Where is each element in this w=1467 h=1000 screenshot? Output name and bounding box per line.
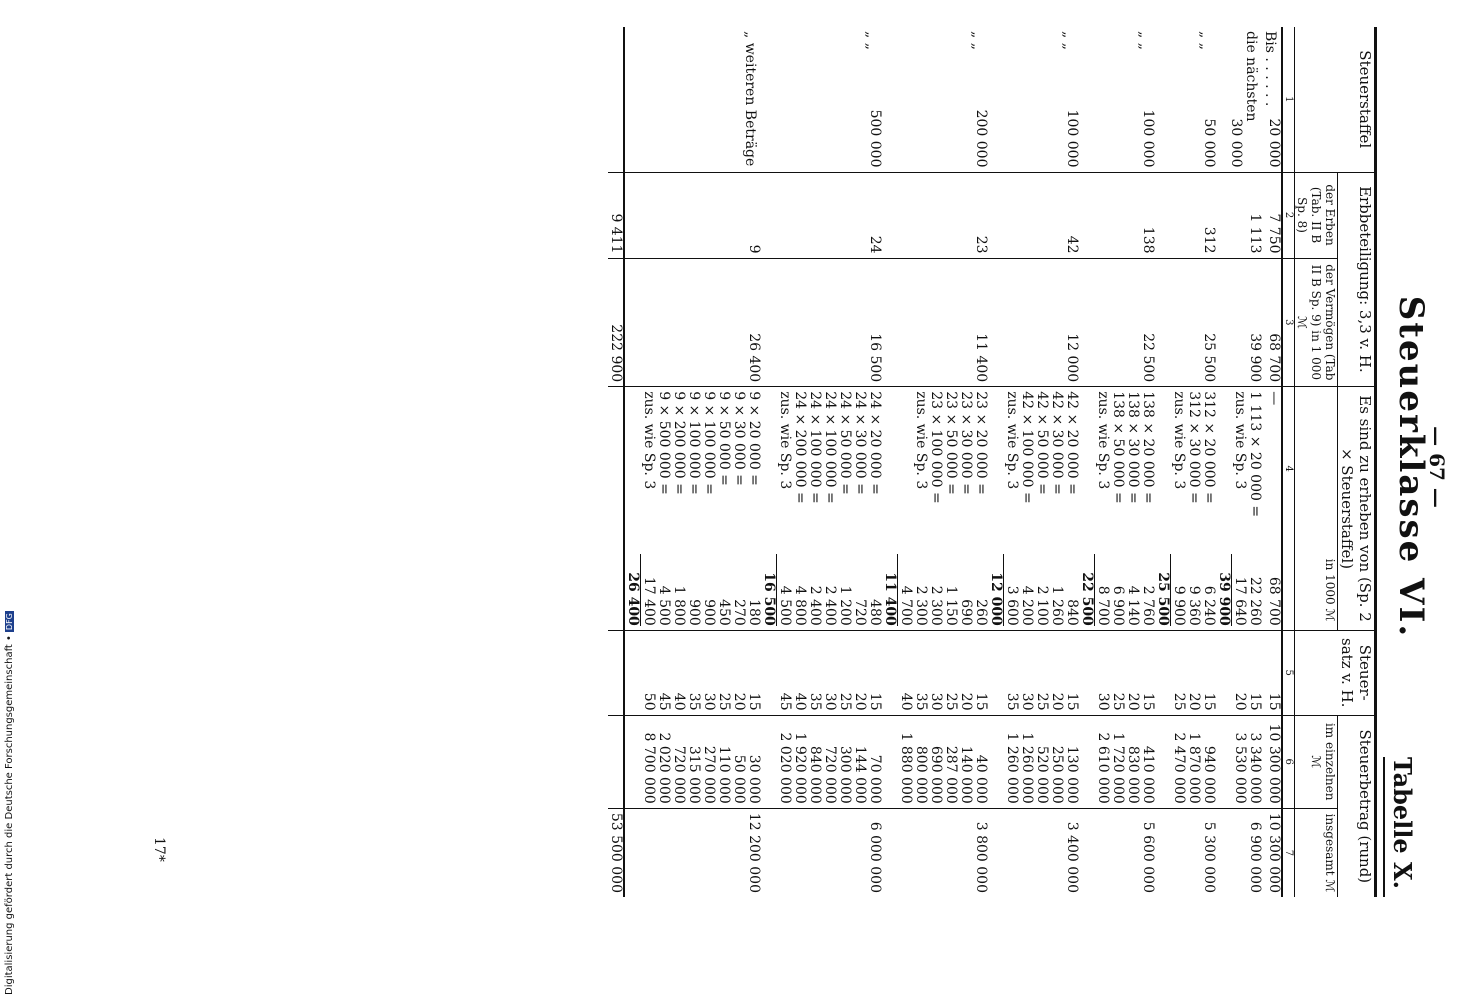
einzeln-line: 720 000 — [671, 745, 687, 804]
erben-cell: 24 — [761, 172, 882, 258]
stufe-betrag: 30 000 — [1228, 118, 1244, 168]
column-number-row — [1282, 27, 1295, 897]
stufe-label: „ „ — [1136, 31, 1152, 50]
amount-line: 840 — [1064, 599, 1080, 626]
einzeln-line: 1 260 000 — [1004, 732, 1020, 804]
insgesamt-cell: 5 600 000 — [1140, 821, 1156, 893]
einzeln-line: 140 000 — [958, 745, 974, 804]
steuerstaffel-cell — [761, 27, 882, 172]
einzeln-line: 1 870 000 — [1186, 732, 1202, 804]
amount-line: 2 760 — [1140, 585, 1156, 626]
rate-line: 40 — [671, 692, 687, 711]
rate-line: 15 — [1266, 692, 1282, 711]
amount-total: 39 900 — [1216, 554, 1232, 626]
colnum-4b — [1282, 550, 1295, 630]
stufe-label: „ „ — [1197, 31, 1213, 50]
table-row — [761, 27, 882, 897]
amount-cell — [988, 550, 1079, 630]
colnum-4: 4 — [1282, 387, 1295, 551]
einzeln-line: 3 340 000 — [1247, 732, 1263, 804]
amount-total: 26 400 — [625, 554, 641, 626]
formula-line: 9 × 20 000 = — [746, 391, 762, 486]
insgesamt-cell: 6 000 000 — [867, 821, 883, 893]
einzeln-line: 1 920 000 — [792, 732, 808, 804]
rate-line: 20 — [852, 692, 868, 711]
formula-line: 9 × 30 000 = — [731, 391, 747, 486]
einzeln-cell — [1155, 715, 1216, 808]
amount-cell — [1262, 550, 1282, 630]
digitization-credit — [4, 611, 15, 995]
amount-line: 68 700 — [1266, 576, 1282, 626]
erben-cell: 1 113 — [1216, 172, 1262, 258]
formula-line: 24 × 100 000 = — [822, 391, 838, 504]
rate-cell — [1262, 630, 1282, 715]
grand-total-row — [608, 27, 624, 897]
rate-line: 25 — [716, 692, 732, 711]
rate-line: 15 — [1064, 692, 1080, 711]
formula-line: 9 × 100 000 = — [701, 391, 717, 495]
einzeln-line: 1 880 000 — [898, 732, 914, 804]
amount-line: 180 — [746, 599, 762, 626]
insgesamt-cell: 10 300 000 — [1266, 812, 1282, 893]
rate-line: 40 — [792, 692, 808, 711]
table-label-underline — [1383, 757, 1385, 897]
amount-total: 11 400 — [882, 554, 898, 626]
einzeln-line: 830 000 — [1125, 745, 1141, 804]
amount-line: 260 — [973, 599, 989, 626]
amount-line: 1 260 — [1049, 585, 1065, 626]
amount-line: 17 640 — [1232, 576, 1248, 626]
colnum-5: 5 — [1282, 630, 1295, 715]
rate-line: 20 — [731, 692, 747, 711]
einzeln-cell — [761, 715, 882, 808]
formula-line: 24 × 100 000 = — [807, 391, 823, 504]
vermoegen-cell: 22 500 — [1079, 258, 1155, 387]
amount-line: 4 500 — [656, 585, 672, 626]
total-label: zus. wie Sp. 3 — [1232, 391, 1248, 490]
einzeln-line: 287 000 — [943, 745, 959, 804]
header-steuerbetrag: Steuerbetrag (rund) — [1338, 715, 1376, 897]
amount-line: 1 800 — [671, 585, 687, 626]
rate-line: 35 — [807, 692, 823, 711]
erben-cell: 138 — [1079, 172, 1155, 258]
formula-line: 312 × 20 000 = — [1201, 391, 1217, 504]
formula-line: 9 × 500 000 = — [656, 391, 672, 495]
rate-line: 30 — [1095, 692, 1111, 711]
einzeln-line: 690 000 — [928, 745, 944, 804]
einzeln-line: 3 530 000 — [1232, 732, 1248, 804]
amount-cell — [1079, 550, 1155, 630]
amount-cell — [1216, 550, 1262, 630]
einzeln-line: 410 000 — [1140, 745, 1156, 804]
rate-cell — [988, 630, 1079, 715]
table-row — [1079, 27, 1155, 897]
colnum-1: 1 — [1282, 27, 1295, 172]
einzeln-line: 40 000 — [973, 754, 989, 804]
amount-line: 8 700 — [1095, 585, 1111, 626]
erben-cell: 42 — [988, 172, 1079, 258]
stufe-label: „ „ — [863, 31, 879, 50]
erben-cell: 7 750 — [1262, 172, 1282, 258]
header-row-1 — [1338, 27, 1376, 897]
einzeln-line: 8 700 000 — [641, 732, 657, 804]
formula-line: 24 × 30 000 = — [852, 391, 868, 495]
einzeln-line: 1 260 000 — [1019, 732, 1035, 804]
rate-line: 25 — [1110, 692, 1126, 711]
steuerstaffel-cell — [988, 27, 1079, 172]
stufe-label: die nächsten — [1243, 31, 1259, 122]
formula-line: 23 × 20 000 = — [973, 391, 989, 495]
formula-cell — [1155, 387, 1216, 551]
vermoegen-cell: 11 400 — [882, 258, 988, 387]
einzeln-line: 2 610 000 — [1095, 732, 1111, 804]
einzeln-line: 270 000 — [701, 745, 717, 804]
einzeln-line: 800 000 — [913, 745, 929, 804]
grand-total-spacer-6 — [608, 715, 624, 808]
formula-cell — [988, 387, 1079, 551]
footer-mark: 17* — [151, 837, 167, 862]
einzeln-line: 10 300 000 — [1266, 723, 1282, 804]
einzeln-line: 315 000 — [686, 745, 702, 804]
amount-cell — [1155, 550, 1216, 630]
total-erben: 9 411 — [608, 172, 624, 258]
stufe-betrag: 100 000 — [1140, 109, 1156, 168]
table-row — [1262, 27, 1282, 897]
total-insgesamt: 53 500 000 — [608, 808, 624, 897]
vermoegen-cell: 16 500 — [761, 258, 882, 387]
amount-line: 2 400 — [807, 585, 823, 626]
amount-line: 3 600 — [1004, 585, 1020, 626]
header-erbbeteiligung: Erbbeteiligung: 3,3 v. H. — [1338, 172, 1376, 387]
einzeln-line: 70 000 — [867, 754, 883, 804]
header-formel-spacer — [1295, 387, 1338, 551]
insgesamt-cell: 5 300 000 — [1201, 821, 1217, 893]
formula-line: 9 × 50 000 = — [716, 391, 732, 486]
amount-line: 2 100 — [1034, 585, 1050, 626]
header-steuerstaffel: Steuerstaffel — [1295, 27, 1376, 172]
steuerstaffel-cell — [624, 27, 761, 172]
amount-cell — [882, 550, 988, 630]
formula-line: 42 × 100 000 = — [1019, 391, 1035, 504]
amount-line: 9 360 — [1186, 585, 1202, 626]
table-row — [882, 27, 988, 897]
rate-line: 20 — [958, 692, 974, 711]
rate-line: 35 — [913, 692, 929, 711]
colnum-3: 3 — [1282, 258, 1295, 387]
amount-cell — [761, 550, 882, 630]
amount-line: 6 240 — [1201, 585, 1217, 626]
einzeln-line: 300 000 — [837, 745, 853, 804]
einzeln-line: 50 000 — [731, 754, 747, 804]
stufe-betrag: 200 000 — [973, 109, 989, 168]
einzeln-line: 2 020 000 — [656, 732, 672, 804]
grand-total-spacer-4b — [608, 550, 624, 630]
einzeln-line: 110 000 — [716, 745, 732, 804]
amount-line: 4 500 — [777, 585, 793, 626]
rate-cell — [761, 630, 882, 715]
formula-line: 23 × 50 000 = — [943, 391, 959, 495]
header-erben: der Erben (Tab. II B Sp. 8) — [1295, 172, 1338, 258]
formula-line: 9 × 200 000 = — [671, 391, 687, 495]
einzeln-line: 840 000 — [807, 745, 823, 804]
total-label: zus. wie Sp. 3 — [641, 391, 657, 490]
formula-line: 42 × 20 000 = — [1064, 391, 1080, 495]
amount-line: 6 900 — [1110, 585, 1126, 626]
einzeln-line: 30 000 — [746, 754, 762, 804]
einzeln-cell — [988, 715, 1079, 808]
formula-line: 24 × 20 000 = — [867, 391, 883, 495]
rate-line: 35 — [1004, 692, 1020, 711]
vermoegen-cell: 39 900 — [1216, 258, 1262, 387]
formula-line: 24 × 50 000 = — [837, 391, 853, 495]
rate-line: 25 — [1171, 692, 1187, 711]
einzeln-line: 2 020 000 — [777, 732, 793, 804]
insgesamt-cell: 3 400 000 — [1064, 821, 1080, 893]
formula-cell — [1262, 387, 1282, 551]
amount-line: 1 150 — [943, 585, 959, 626]
formula-line: 42 × 50 000 = — [1034, 391, 1050, 495]
formula-line: 42 × 30 000 = — [1049, 391, 1065, 495]
formula-line: 23 × 30 000 = — [958, 391, 974, 495]
rate-cell — [1216, 630, 1262, 715]
einzeln-line: 2 470 000 — [1171, 732, 1187, 804]
einzeln-cell — [1262, 715, 1282, 808]
rate-line: 20 — [1049, 692, 1065, 711]
amount-line: 17 400 — [641, 576, 657, 626]
steuerstaffel-cell — [1262, 27, 1282, 172]
formula-cell — [1079, 387, 1155, 551]
amount-line: 4 140 — [1125, 585, 1141, 626]
rate-line: 15 — [867, 692, 883, 711]
total-label: zus. wie Sp. 3 — [913, 391, 929, 490]
erben-cell: 9 — [624, 172, 761, 258]
table-row — [624, 27, 761, 897]
grand-total-spacer — [608, 27, 624, 172]
amount-total: 25 500 — [1155, 554, 1171, 626]
stufe-betrag: 20 000 — [1266, 118, 1282, 168]
rate-line: 15 — [746, 692, 762, 711]
einzeln-cell — [882, 715, 988, 808]
rate-line: 45 — [777, 692, 793, 711]
insgesamt-cell: 6 900 000 — [1247, 821, 1263, 893]
formula-line: — — [1266, 391, 1282, 406]
amount-line: 270 — [731, 599, 747, 626]
einzeln-line: 130 000 — [1064, 745, 1080, 804]
colnum-6: 6 — [1282, 715, 1295, 808]
rate-cell — [1079, 630, 1155, 715]
einzeln-line: 250 000 — [1049, 745, 1065, 804]
amount-line: 9 900 — [1171, 585, 1187, 626]
einzeln-cell — [1079, 715, 1155, 808]
stufe-label: „ weiteren Beträge — [742, 31, 758, 167]
stufe-label: Bis . . . . . . — [1262, 31, 1278, 107]
amount-line: 1 200 — [837, 585, 853, 626]
formula-line: 138 × 20 000 = — [1140, 391, 1156, 504]
rate-line: 20 — [1125, 692, 1141, 711]
steuerstaffel-cell — [1155, 27, 1216, 172]
rate-line: 20 — [1232, 692, 1248, 711]
table-body — [624, 27, 1282, 897]
formula-line: 312 × 30 000 = — [1186, 391, 1202, 504]
insgesamt-cell: 12 200 000 — [746, 812, 762, 893]
colnum-2: 2 — [1282, 172, 1295, 258]
rate-line: 25 — [837, 692, 853, 711]
amount-line: 4 800 — [792, 585, 808, 626]
formula-cell — [761, 387, 882, 551]
einzeln-cell — [624, 715, 761, 808]
total-label: zus. wie Sp. 3 — [1004, 391, 1020, 490]
rate-line: 30 — [928, 692, 944, 711]
amount-line: 900 — [701, 599, 717, 626]
amount-line: 4 700 — [898, 585, 914, 626]
steuerstaffel-cell — [1216, 27, 1262, 172]
header-zu-erheben: Es sind zu erheben von (Sp. 2 × Steuerstaffel) — [1338, 387, 1376, 631]
amount-line: 2 300 — [928, 585, 944, 626]
amount-line: 690 — [958, 599, 974, 626]
stufe-label: „ „ — [1060, 31, 1076, 50]
rate-line: 40 — [898, 692, 914, 711]
grand-total-spacer-5 — [608, 630, 624, 715]
amount-total: 16 500 — [761, 554, 777, 626]
stufe-label: „ „ — [969, 31, 985, 50]
table-label: Tabelle X. — [1388, 757, 1417, 889]
amount-line: 2 400 — [822, 585, 838, 626]
table-row — [988, 27, 1079, 897]
total-label: zus. wie Sp. 3 — [1171, 391, 1187, 490]
rate-line: 15 — [1140, 692, 1156, 711]
formula-line: 23 × 100 000 = — [928, 391, 944, 504]
rate-line: 25 — [1034, 692, 1050, 711]
einzeln-line: 520 000 — [1034, 745, 1050, 804]
header-in-1000: in 1000 ℳ — [1295, 550, 1338, 630]
rate-cell — [1155, 630, 1216, 715]
stufe-betrag: 50 000 — [1201, 118, 1217, 168]
amount-line: 450 — [716, 599, 732, 626]
credit-text: Digitalisierung gefördert durch die Deutsche Forschungsgemeinschaft • — [4, 635, 15, 995]
page-title: Steuerklasse VI. — [1391, 295, 1431, 639]
steuerstaffel-cell — [882, 27, 988, 172]
rate-line: 20 — [1186, 692, 1202, 711]
formula-line: 138 × 30 000 = — [1125, 391, 1141, 504]
total-label: zus. wie Sp. 3 — [777, 391, 793, 490]
amount-line: 720 — [852, 599, 868, 626]
amount-line: 4 200 — [1019, 585, 1035, 626]
rate-cell — [624, 630, 761, 715]
vermoegen-cell: 68 700 — [1262, 258, 1282, 387]
total-vermoegen: 222 900 — [608, 258, 624, 387]
total-label: zus. wie Sp. 3 — [1095, 391, 1111, 490]
header-vermoegen: der Vermögen (Tab II B Sp. 9) in 1 000 ℳ — [1295, 258, 1338, 387]
formula-line: 24 × 200 000 = — [792, 391, 808, 504]
rate-line: 35 — [686, 692, 702, 711]
tax-table — [608, 27, 1377, 897]
rate-line: 15 — [1201, 692, 1217, 711]
header-im-einzelnen: im einzelnen ℳ — [1295, 715, 1338, 808]
amount-total: 22 500 — [1079, 554, 1095, 626]
amount-cell — [624, 550, 761, 630]
page-number: — 67 — — [1425, 426, 1449, 508]
amount-line: 480 — [867, 599, 883, 626]
dfg-logo: DFG — [5, 613, 14, 631]
formula-line: 1 113 × 20 000 = — [1247, 391, 1263, 518]
formula-line: 9 × 100 000 = — [686, 391, 702, 495]
rate-line: 15 — [1247, 692, 1263, 711]
formula-cell — [882, 387, 988, 551]
rate-line: 30 — [701, 692, 717, 711]
colnum-7: 7 — [1282, 808, 1295, 897]
table-row — [1216, 27, 1262, 897]
amount-line: 2 300 — [913, 585, 929, 626]
vermoegen-cell: 25 500 — [1155, 258, 1216, 387]
grand-total-spacer-4 — [608, 387, 624, 551]
einzeln-line: 720 000 — [822, 745, 838, 804]
rate-cell — [882, 630, 988, 715]
einzeln-cell — [1216, 715, 1262, 808]
erben-cell: 23 — [882, 172, 988, 258]
rate-line: 50 — [641, 692, 657, 711]
rotated-page-content — [33, 0, 1467, 967]
header-steuersatz: Steuer-satz v. H. — [1295, 630, 1376, 715]
table-row — [1155, 27, 1216, 897]
steuerstaffel-cell — [1079, 27, 1155, 172]
amount-total: 12 000 — [988, 554, 1004, 626]
einzeln-line: 1 720 000 — [1110, 732, 1126, 804]
vermoegen-cell: 12 000 — [988, 258, 1079, 387]
einzeln-line: 940 000 — [1201, 745, 1217, 804]
rate-line: 45 — [656, 692, 672, 711]
erben-cell: 312 — [1155, 172, 1216, 258]
stufe-betrag: 500 000 — [867, 109, 883, 168]
rate-line: 25 — [943, 692, 959, 711]
stufe-betrag: 100 000 — [1064, 109, 1080, 168]
einzeln-line: 144 000 — [852, 745, 868, 804]
amount-line: 22 260 — [1247, 576, 1263, 626]
amount-line: 900 — [686, 599, 702, 626]
insgesamt-cell: 3 800 000 — [973, 821, 989, 893]
vermoegen-cell: 26 400 — [624, 258, 761, 387]
rate-line: 15 — [973, 692, 989, 711]
header-insgesamt: insgesamt ℳ — [1295, 808, 1338, 897]
rate-line: 30 — [822, 692, 838, 711]
rate-line: 30 — [1019, 692, 1035, 711]
formula-cell — [1216, 387, 1262, 551]
formula-cell — [624, 387, 761, 551]
formula-line: 138 × 50 000 = — [1110, 391, 1126, 504]
